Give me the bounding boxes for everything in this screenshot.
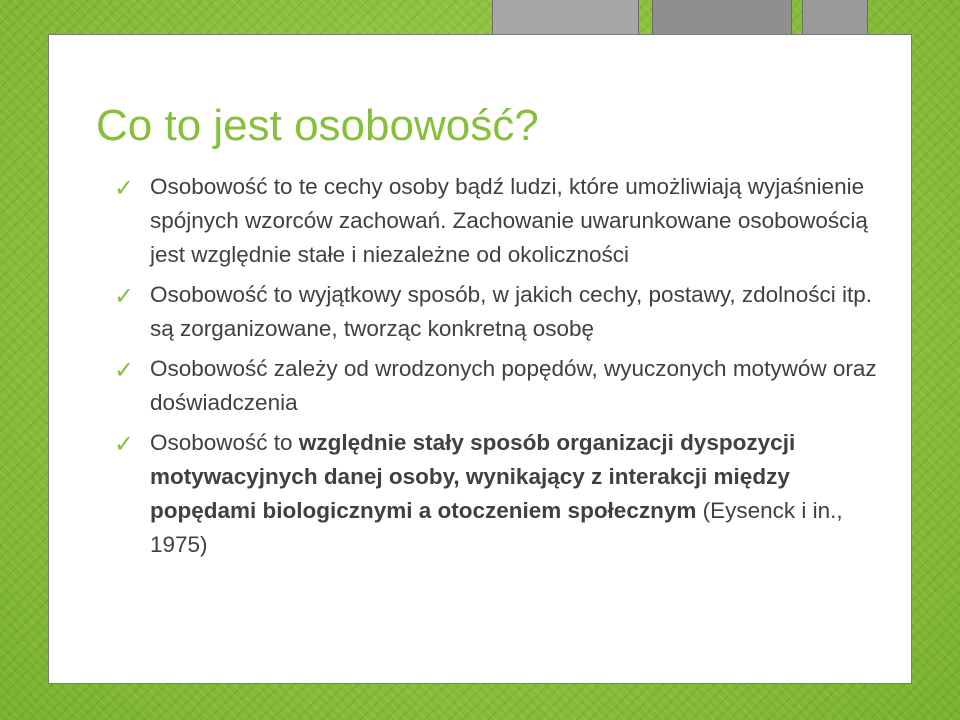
bullet-item xyxy=(110,170,900,272)
checkmark-icon: ✓ xyxy=(114,282,135,310)
bullet-text: Osobowość to wyjątkowy sposób, w jakich cechy, postawy, zdolności itp. są zorganizowane, tworząc konkretną osobę xyxy=(150,282,872,341)
bullet-list xyxy=(110,170,900,568)
bullet-text xyxy=(150,430,843,557)
checkmark-icon: ✓ xyxy=(114,430,135,458)
decorative-bar xyxy=(492,0,639,35)
decorative-bar xyxy=(802,0,868,35)
bullet-text-plain: Osobowość to xyxy=(150,430,299,455)
decorative-bar xyxy=(652,0,792,35)
bullet-item xyxy=(110,352,900,420)
citation: (Eysenck i in., 1975) xyxy=(150,498,843,557)
bullet-text-bold: względnie stały sposób organizacji dyspozycji motywacyjnych danej osoby, wynikający z interakcji między popędami biologicznymi a otoczeniem społecznym xyxy=(150,430,796,523)
bullet-text: Osobowość to te cechy osoby bądź ludzi, które umożliwiają wyjaśnienie spójnych wzorców zachowań. Zachowanie uwarunkowane osobowością jest względnie stałe i niezależne od okoliczności xyxy=(150,174,868,267)
bullet-item xyxy=(110,426,900,562)
checkmark-icon: ✓ xyxy=(114,174,135,202)
bullet-item xyxy=(110,278,900,346)
bullet-text: Osobowość zależy od wrodzonych popędów, wyuczonych motywów oraz doświadczenia xyxy=(150,356,877,415)
slide-title: Co to jest osobowość? xyxy=(96,101,539,150)
checkmark-icon: ✓ xyxy=(114,356,135,384)
